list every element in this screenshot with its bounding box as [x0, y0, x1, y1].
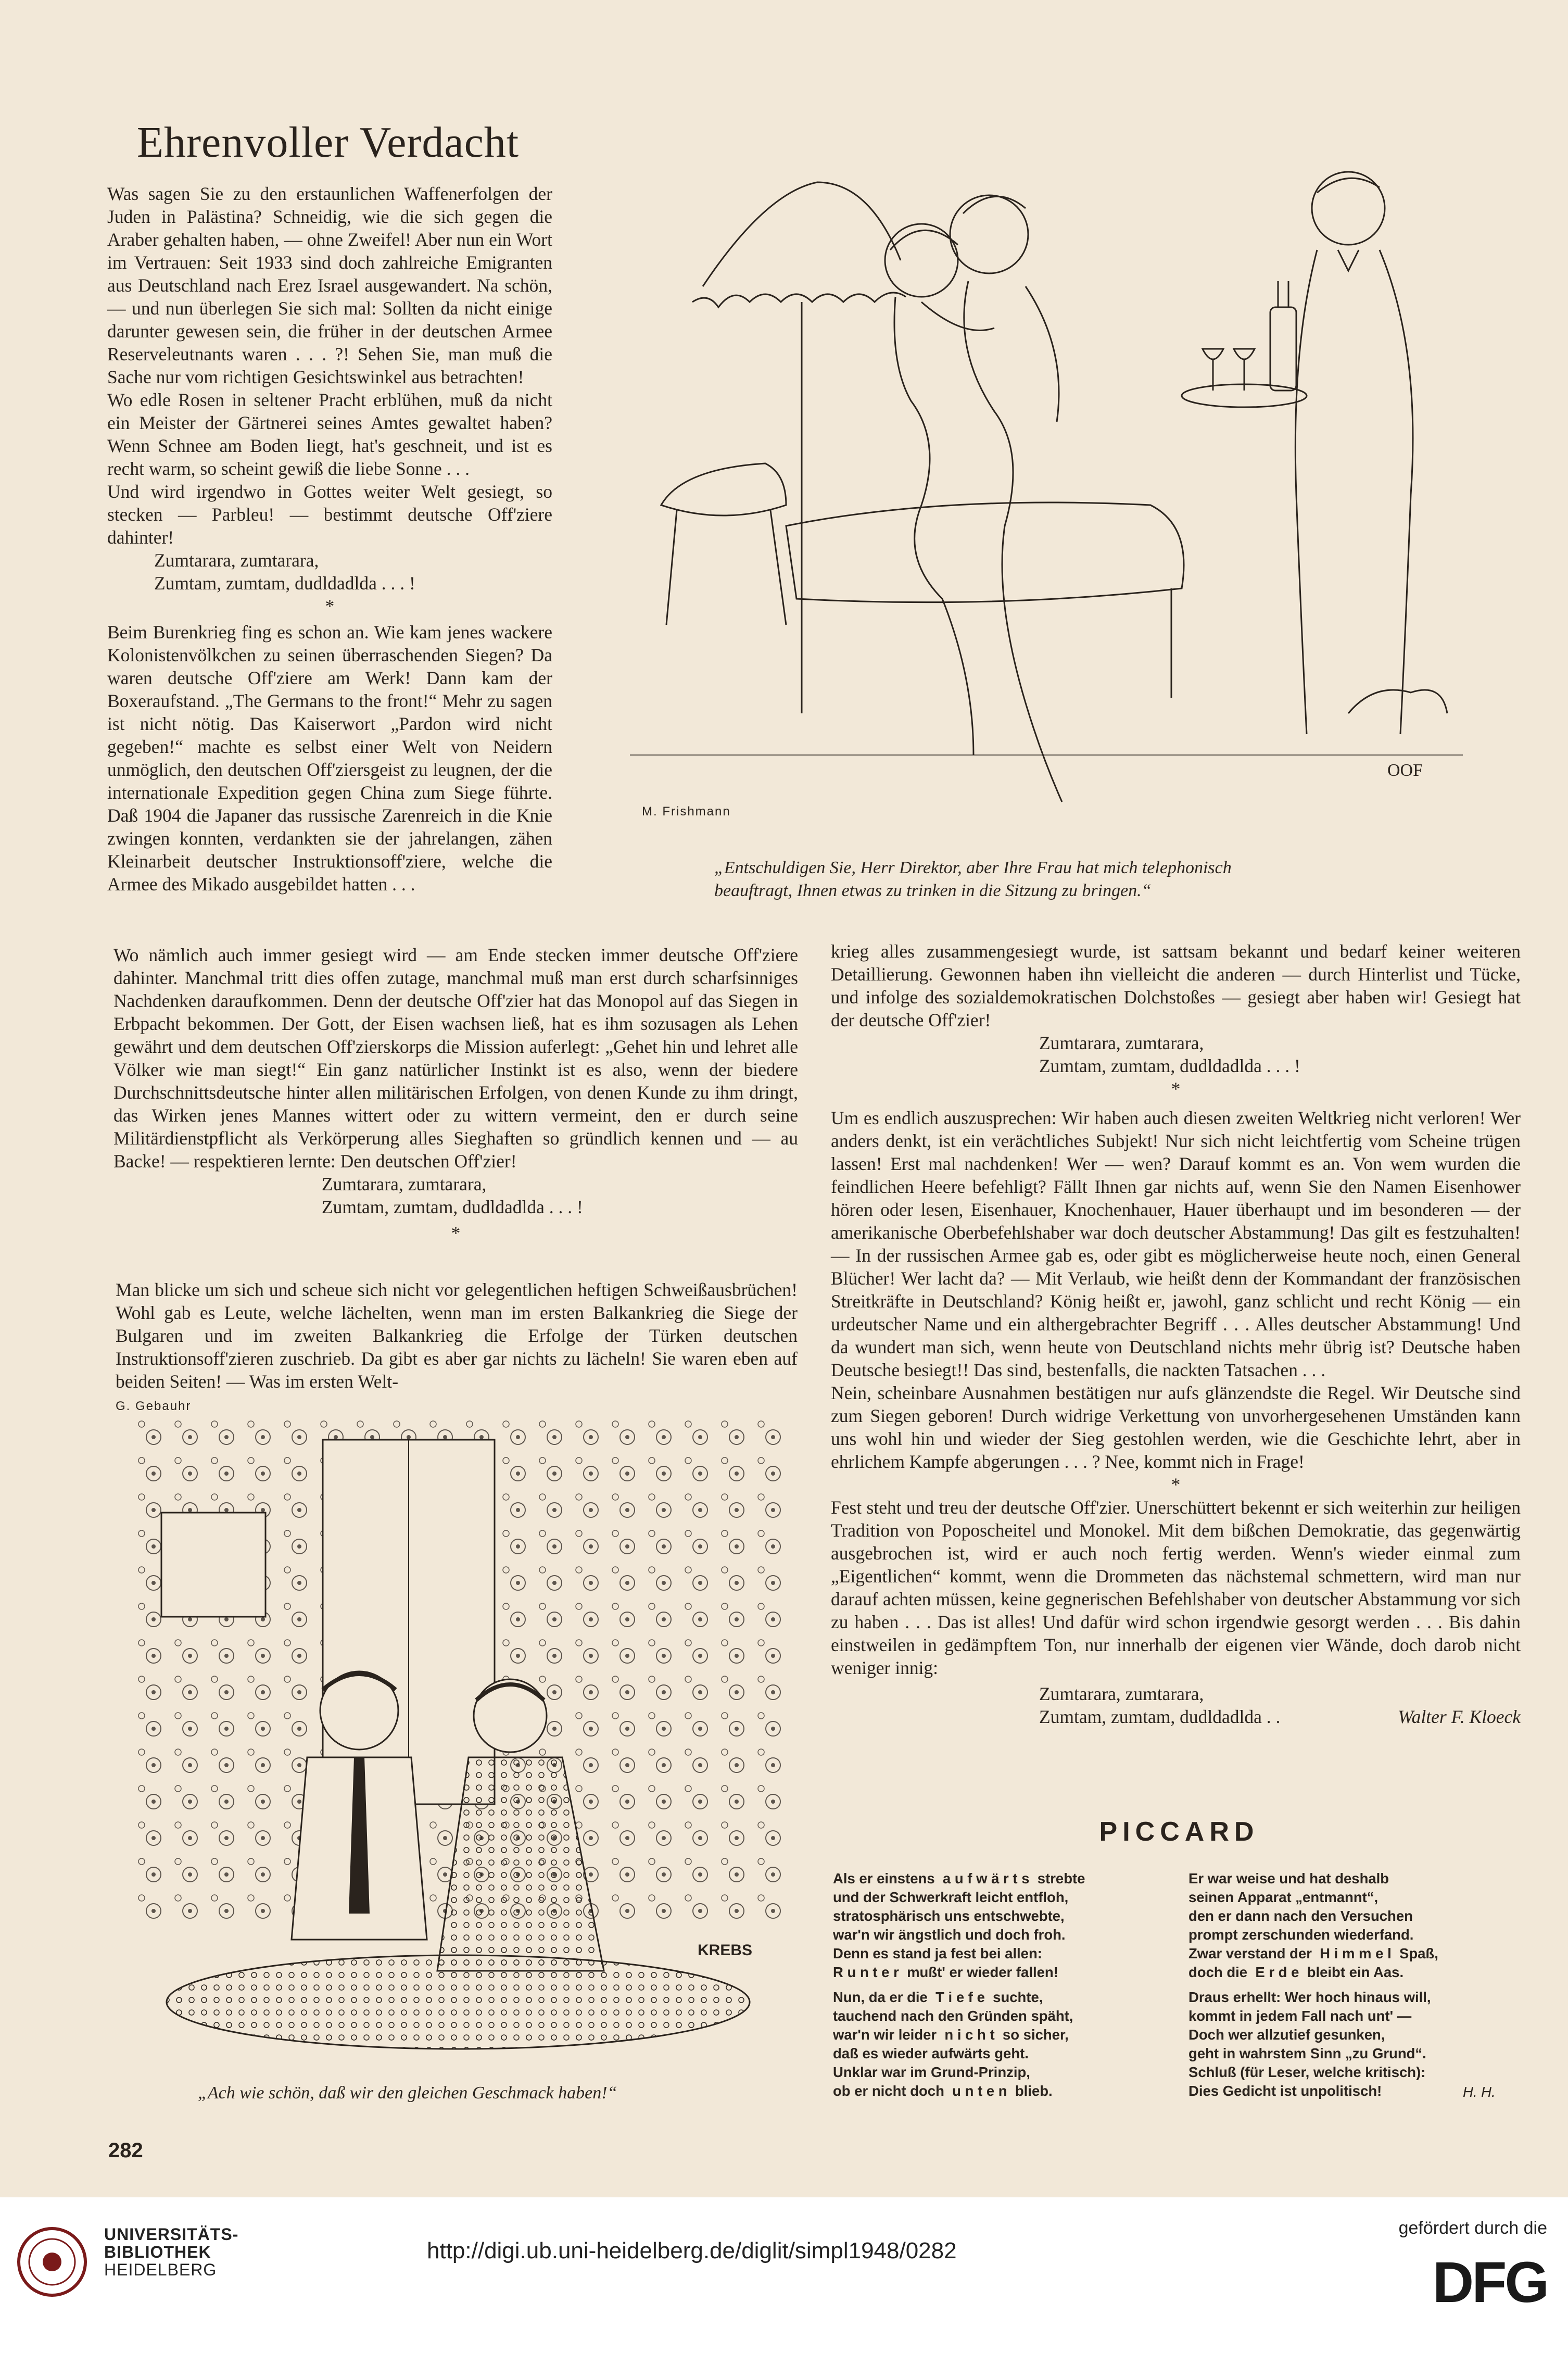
poem-stanza: Nun, da er die T i e f e suchte, tauchend nach den Gründen späht, war'n wir leider n i c h t so sicher, daß es wieder aufwärts geht. Unklar war im Grund-Prinzip, ob er nicht doch u n t e n blieb.	[833, 1989, 1073, 2099]
funded-by-label: gefördert durch die	[1398, 2218, 1547, 2238]
poem-stanza: Er war weise und hat deshalb seinen Apparat „entmannt“, den er dann nach den Versuchen prompt zerschunden wiederfand. Zwar verstand der H i m m e l Spaß, doch die E r d e bleibt ein Aas.	[1188, 1870, 1438, 1980]
refrain-line: Zumtam, zumtam, dudldadlda . . . !	[1039, 1055, 1300, 1076]
article-right-column	[831, 940, 1521, 1728]
paragraph: Was sagen Sie zu den erstaunlichen Waffenerfolgen der Juden in Palästina? Schneidig, wie die sich gegen die Araber gehalten haben, — ohne Zweifel! Aber nun ein Wort im Vertrauen: Seit 1933 sind doch zahlreiche Emigranten aus Deutschland nach Erez Israel ausgewandert. Na schön, — und nun überlegen Sie sich mal: Sollten da nicht einige darunter gewesen sein, die früher in der deutschen Armee Reserveleutnants waren . . . ?! Sehen Sie, man muß die Sache nur vom richtigen Gesichtswinkel aus betrachten!	[107, 183, 552, 387]
refrain-line: Zumtarara, zumtarara,	[322, 1174, 487, 1194]
page-number: 282	[108, 2139, 143, 2162]
refrain-line: Zumtarara, zumtarara,	[1039, 1033, 1204, 1053]
cartoon2-caption: „Ach wie schön, daß wir den gleichen Geschmack haben!“	[198, 2083, 617, 2103]
section-star: *	[1171, 1078, 1181, 1099]
section-star: *	[325, 596, 335, 617]
dfg-logo: DFG	[1432, 2250, 1547, 2314]
paragraph: Wo nämlich auch immer gesiegt wird — am Ende stecken immer deutsche Off'ziere dahinter. Manchmal tritt dies offen zutage, manchmal muß man erst durch scharfsinniges Nachdenken daraufkommen. Denn der deutsche Off'zier hat das Monopol auf das Siegen in Erbpacht bekommen. Der Gott, der Eisen wachsen ließ, hat es ihm sozusagen als Lehen gewährt und dem deutschen Off'zierskorps die Mission auferlegt: „Gehet hin und lehret alle Völker wie man siegt!“ Ein ganz natürlicher Instinkt ist es also, wenn der biedere Durchschnittsdeutsche hinter allen militärischen Erfolgen, von denen Kunde zu ihm dringt, das Wirken jenes Mannes wittert oder zu wittern vermeint, den er durch seine Militärdienstpflicht als Verkörperung alles Sieghaften so gründlich kennen und — au Backe! — respektieren lernte: Den deutschen Off'zier!	[113, 945, 798, 1172]
library-line: UNIVERSITÄTS-	[104, 2225, 239, 2244]
cartoon-waiter-illustration	[630, 130, 1463, 817]
refrain-line	[831, 1705, 1521, 1728]
article-title: Ehrenvoller Verdacht	[136, 118, 520, 167]
refrain-line: Zumtarara, zumtarara,	[154, 550, 319, 571]
caption-line: „Entschuldigen Sie, Herr Direktor, aber Ihre Frau hat mich telephonisch	[714, 858, 1232, 877]
section-star: *	[1171, 1474, 1181, 1495]
paragraph: Man blicke um sich und scheue sich nicht vor gelegentlichen heftigen Schweißausbrüchen! Wohl gab es Leute, welche lächelten, wenn man im ersten Balkankrieg die Siege der Bulgaren und im zweiten Balkankrieg die Erfolge der Türken deutschen Instruktionsoff'zieren zuschrieb. Da gibt es aber gar nichts zu lächeln! Sie waren eben auf beiden Seiten! — Was im ersten Welt-	[116, 1279, 798, 1392]
article-lower-column	[113, 944, 798, 1244]
refrain-line: Zumtam, zumtam, dudldadlda . . . !	[322, 1197, 583, 1217]
refrain-line: Zumtam, zumtam, dudldadlda . . . !	[154, 573, 415, 594]
cartoon1-caption	[714, 857, 1506, 902]
paragraph: Fest steht und treu der deutsche Off'zier. Unerschüttert bekennt er sich weiterhin zur heiligen Tradition von Poposcheitel und Monokel. Mit dem bißchen Demokratie, das gegenwärtig ausgebrochen ist, wird er auch noch fertig werden. Wenn's wieder einmal zum „Eigentlichen“ kommt, wenn die Drommeten das nächstemal schmettern, wird man nur darauf achten müssen, keine gegnerischen Befehlshaber von deutscher Abstammung vor sich zu haben . . . Das ist alles! Und dafür wird schon irgendwie gesorgt werden . . . Bis dahin einstweilen in gedämpftem Ton, nur innerhalb der eigenen vier Wände, doch darob nicht weniger innig:	[831, 1497, 1521, 1678]
section-star: *	[451, 1223, 461, 1243]
library-name	[104, 2225, 238, 2279]
paragraph: krieg alles zusammengesiegt wurde, ist sattsam bekannt und bedarf keiner weiteren Detaillierung. Gewonnen haben ihn vielleicht die anderen — durch Hinterlist und Tücke, und infolge des sozialdemokratischen Dolchstoßes — gesiegt aber haben wir! Gesiegt hat der deutsche Off'zier!	[831, 941, 1521, 1030]
article-intro-column	[107, 182, 552, 896]
cartoon-waiter-drawing	[630, 130, 1463, 817]
library-line: HEIDELBERG	[104, 2260, 217, 2279]
poem-initials: H. H.	[1463, 2084, 1496, 2100]
paragraph: Und wird irgendwo in Gottes weiter Welt gesiegt, so stecken — Parbleu! — bestimmt deutsche Off'ziere dahinter!	[107, 481, 552, 548]
paragraph: Um es endlich auszusprechen: Wir haben auch diesen zweiten Weltkrieg nicht verloren! Wer anders denkt, ist ein verächtliches Subjekt! Nur sich nicht leichtfertig vom Scheine trügen lassen! Erst mal nachdenken! Wer — wen? Darauf kommt es an. Von wem wurden die feindlichen Heere befehligt? Fällt Ihnen gar nichts auf, wenn Sie den Namen Eisenhower hören oder lesen, Eisenhauer, Knochenhauer, Hauer überhaupt und im besonderen — der amerikanische Oberbefehlshaber war doch deutscher Abstammung! Das gilt es festzuhalten! — In der russischen Armee gab es, oder gibt es möglicherweise heute noch, einen General Blücher! Wer lacht da? — Mit Verlaub, wie heißt denn der Kommandant der französischen Streitkräfte in Deutschland? König heißt er, jawohl, ganz schlicht und recht König — ein urdeutscher Name und ein althergebrachter Begriff . . . Alles deutscher Abstammung! Und da wundert man sich, wenn heute von Deutschland nichts mehr übrig ist? Deutsche haben Deutsche besiegt!! Das sind, bestenfalls, die nackten Tatsachen . . .	[831, 1108, 1521, 1380]
digitization-footer	[0, 2197, 1568, 2365]
author-signature: Walter F. Kloeck	[1398, 1706, 1521, 1727]
paragraph: Nein, scheinbare Ausnahmen bestätigen nur aufs glänzendste die Regel. Wir Deutsche sind zum Siegen geboren! Durch widrige Verkettung von unvorhergesehenen Umständen kann uns wohl hin und wieder der Sieg gestohlen werden, wie die Geschichte lehrt, aber in ehrlichem Kampfe abgerungen . . . ? Nee, kommt nich in Frage!	[831, 1382, 1521, 1472]
cartoon-couple-illustration	[135, 1419, 781, 2065]
poem-stanza: Draus erhellt: Wer hoch hinaus will, kommt in jedem Fall nach unt' — Doch wer allzutief gesunken, geht in wahrstem Sinn „zu Grund“. Schluß (für Leser, welche kritisch): Dies Gedicht ist unpolitisch!	[1188, 1989, 1431, 2099]
cartoon1-signature: OOF	[1387, 761, 1423, 780]
refrain-text: Zumtam, zumtam, dudldadlda . .	[1039, 1706, 1281, 1727]
cartoon1-credit: M. Frishmann	[642, 804, 731, 819]
cartoon2-credit: G. Gebauhr	[116, 1399, 192, 1413]
caption-line: beauftragt, Ihnen etwas zu trinken in die Sitzung zu bringen.“	[714, 881, 1152, 900]
cartoon2-signature: KREBS	[698, 1942, 753, 1959]
university-seal-icon	[16, 2225, 88, 2298]
permalink-url[interactable]: http://digi.ub.uni-heidelberg.de/diglit/simpl1948/0282	[427, 2238, 957, 2263]
paragraph: Beim Burenkrieg fing es schon an. Wie kam jenes wackere Kolonistenvölkchen zu seinen überraschenden Siegen? Da waren deutsche Off'ziere am Werk! Dann kam der Boxeraufstand. „The Germans to the front!“ Mehr zu sagen ist nicht nötig. Das Kaiserwort „Pardon wird nicht gegeben!“ machte es selbst einer Welt von Neidern unmöglich, den deutschen Off'ziersgeist zu leugnen, der die internationale Expedition gegen China zum Siege führte. Daß 1904 die Japaner das russische Zarenreich in die Knie zwingen konnten, verdankten sie der jahrelangen, zähen Kleinarbeit deutscher Instruktionsoff'ziere, welche die Armee des Mikado ausgebildet hatten . . .	[107, 622, 552, 895]
refrain-line: Zumtarara, zumtarara,	[1039, 1683, 1204, 1704]
article-wide-paragraph	[116, 1278, 798, 1393]
library-line: BIBLIOTHEK	[104, 2243, 211, 2261]
cartoon-couple-drawing	[135, 1419, 781, 2065]
poem-stanza: Als er einstens a u f w ä r t s strebte und der Schwerkraft leicht entfloh, stratosphärisch uns entschwebte, war'n wir ängstlich und doch froh. Denn es stand ja fest bei allen: R u n t e r mußt' er wieder fallen!	[833, 1870, 1085, 1980]
poem-title: PICCARD	[1099, 1817, 1259, 1847]
paragraph: Wo edle Rosen in seltener Pracht erblühen, muß da nicht ein Meister der Gärtnerei seines Amtes gewaltet haben? Wenn Schnee am Boden liegt, hat's geschneit, und ist es recht warm, so scheint gewiß die liebe Sonne . . .	[107, 389, 552, 479]
